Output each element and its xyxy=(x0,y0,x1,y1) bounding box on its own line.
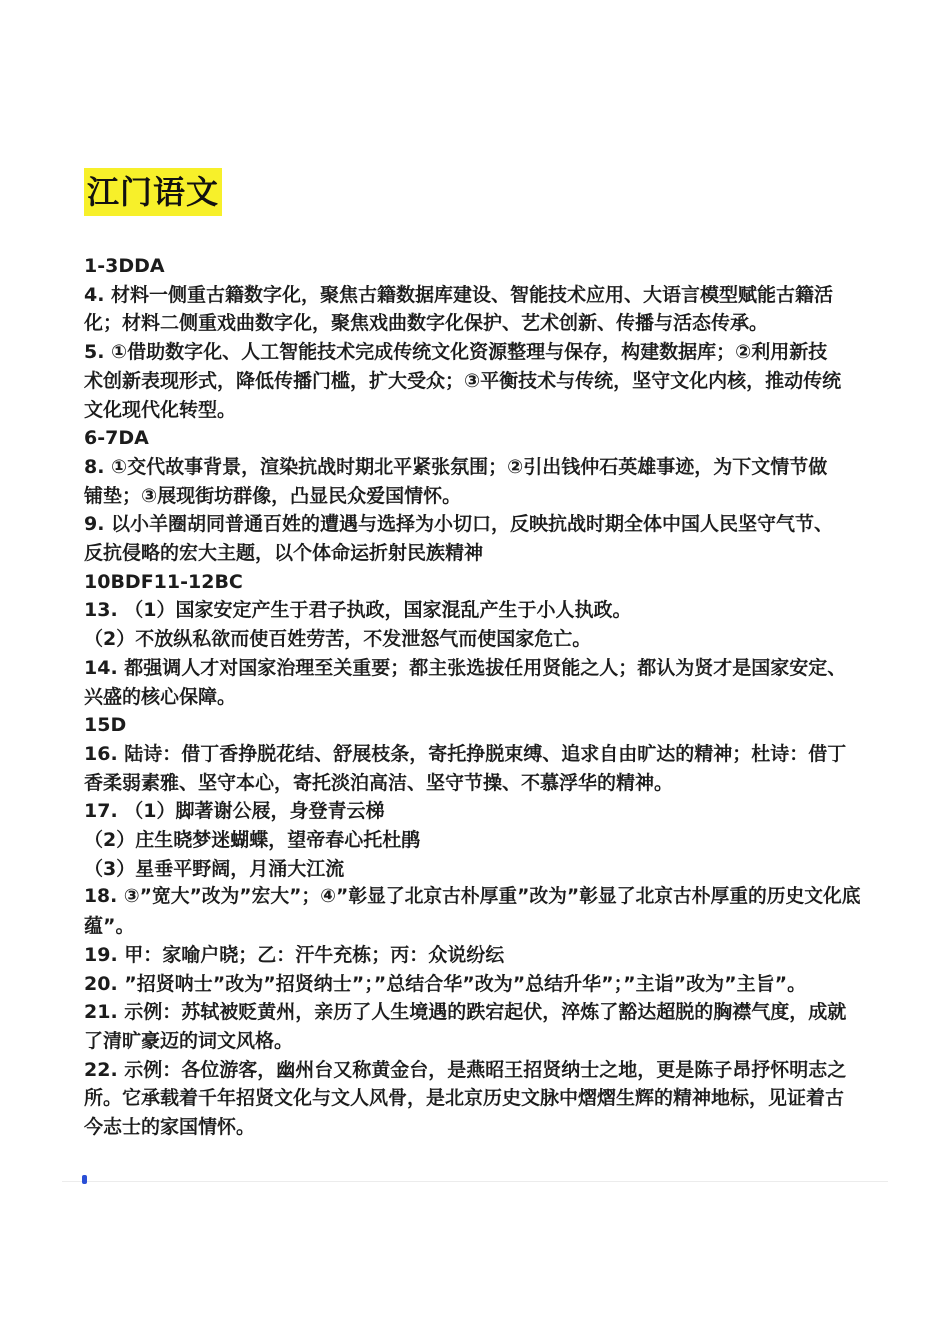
answer-line: 15D xyxy=(84,714,127,737)
footer-divider xyxy=(62,1181,888,1182)
answer-line: 兴盛的核心保障。 xyxy=(84,685,237,708)
answer-line: 21. 示例：苏轼被贬黄州，亲历了人生境遇的跌宕起伏，淬炼了豁达超脱的胸襟气度，成就 xyxy=(84,1001,847,1024)
answer-line: 14. 都强调人才对国家治理至关重要；都主张选拔任用贤能之人；都认为贤才是国家安定、 xyxy=(84,656,847,679)
answer-line: 4. 材料一侧重古籍数字化，聚焦古籍数据库建设、智能技术应用、大语言模型赋能古籍活 xyxy=(84,283,834,306)
answer-list xyxy=(84,252,866,1142)
answer-line: 术创新表现形式，降低传播门槛，扩大受众；③平衡技术与传统，坚守文化内核，推动传统 xyxy=(84,369,842,392)
answer-line: 化；材料二侧重戏曲数字化，聚焦戏曲数字化保护、艺术创新、传播与活态传承。 xyxy=(84,312,769,335)
answer-line: 16. 陆诗：借丁香挣脱花结、舒展枝条，寄托挣脱束缚、追求自由旷达的精神；杜诗：借丁 xyxy=(84,742,847,765)
answer-line: 17. （1）脚著谢公屐，身登青云梯 xyxy=(84,800,385,823)
answer-line: 香柔弱素雅、坚守本心，寄托淡泊高洁、坚守节操、不慕浮华的精神。 xyxy=(84,771,674,794)
answer-line: 今志士的家国情怀。 xyxy=(84,1116,256,1139)
answer-line: 13. （1）国家安定产生于君子执政，国家混乱产生于小人执政。 xyxy=(84,599,632,622)
answer-line: 18. ③”宽大”改为”宏大”；④”彰显了北京古朴厚重”改为”彰显了北京古朴厚重的历史文化底 xyxy=(84,886,861,908)
answer-line: 反抗侵略的宏大主题，以个体命运折射民族精神 xyxy=(84,542,484,565)
answer-line: 6-7DA xyxy=(84,427,149,450)
answer-line: 了清旷豪迈的词文风格。 xyxy=(84,1029,294,1052)
answer-line: 8. ①交代故事背景，渲染抗战时期北平紧张氛围；②引出钱仲石英雄事迹，为下文情节做 xyxy=(84,455,828,478)
answer-line: （2）不放纵私欲而使百姓劳苦，不发泄怒气而使国家危亡。 xyxy=(84,628,592,651)
answer-line: 10BDF11-12BC xyxy=(84,570,243,593)
answer-line: 9. 以小羊圈胡同普通百姓的遭遇与选择为小切口，反映抗战时期全体中国人民坚守气节、 xyxy=(84,513,834,536)
answer-line: 20. ”招贤呐士”改为”招贤纳士”；”总结合华”改为”总结升华”；”主诣”改为”主旨”。 xyxy=(84,972,807,995)
answer-line: 22. 示例：各位游客，幽州台又称黄金台，是燕昭王招贤纳士之地，更是陈子昂抒怀明志之 xyxy=(84,1058,847,1081)
page-title: 江门语文 xyxy=(84,168,222,216)
answer-line: 铺垫；③展现街坊群像，凸显民众爱国情怀。 xyxy=(84,484,462,507)
answer-line: 5. ①借助数字化、人工智能技术完成传统文化资源整理与保存，构建数据库；②利用新技 xyxy=(84,341,828,364)
answer-line: 1-3DDA xyxy=(84,255,165,277)
footer-mark xyxy=(82,1175,87,1184)
answer-line: （3）星垂平野阔，月涌大江流 xyxy=(84,857,345,880)
answer-line: 蕴”。 xyxy=(84,915,135,938)
answer-line: 文化现代化转型。 xyxy=(84,398,237,421)
answer-line: 19. 甲：家喻户晓；乙：汗牛充栋；丙：众说纷纭 xyxy=(84,943,505,966)
answer-line: 所。它承载着千年招贤文化与文人风骨，是北京历史文脉中熠熠生辉的精神地标，见证着古 xyxy=(84,1087,845,1110)
answer-line: （2）庄生晓梦迷蝴蝶，望帝春心托杜鹃 xyxy=(84,829,421,852)
